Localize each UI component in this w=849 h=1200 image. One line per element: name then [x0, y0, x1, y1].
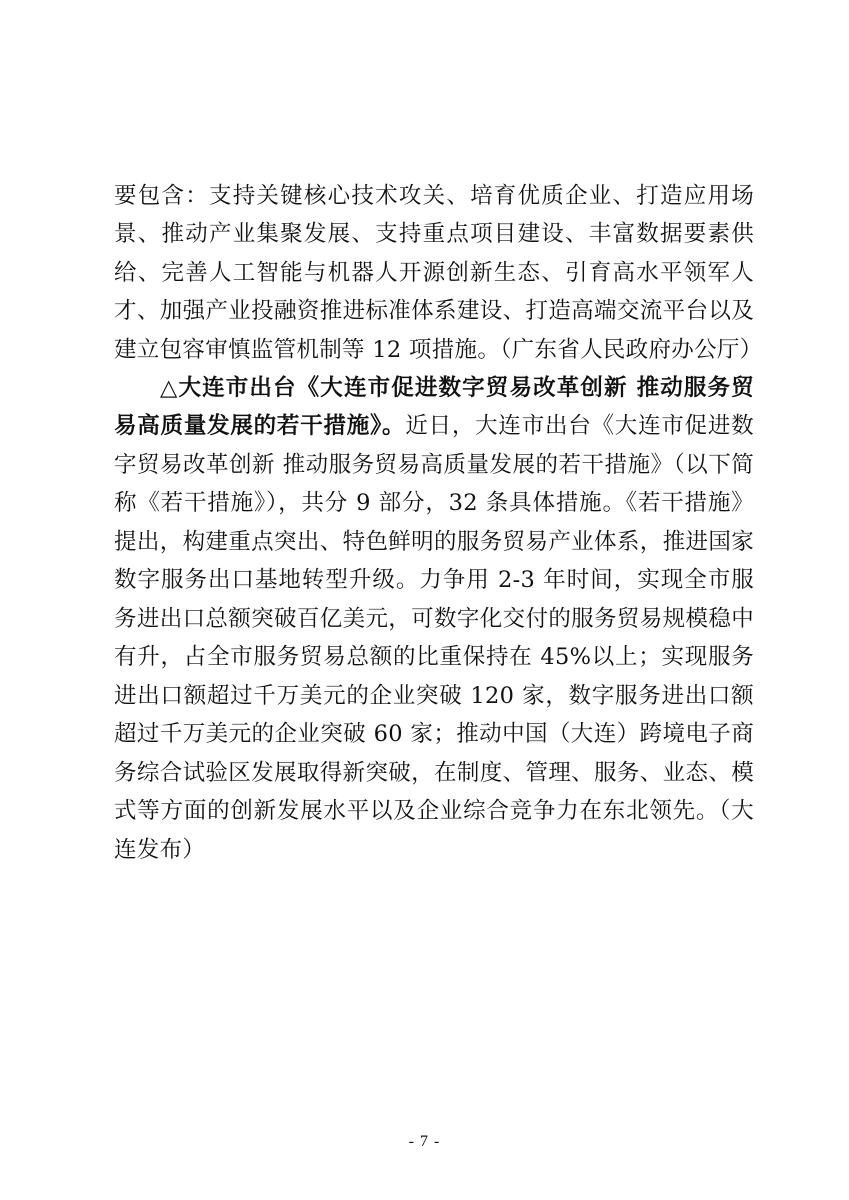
paragraph-dalian-policy	[114, 369, 754, 870]
paragraph-body: 近日，大连市出台《大连市促进数字贸易改革创新 推动服务贸易高质量发展的若干措施》（以下简称《若干措施》），共分 9 部分，32 条具体措施。《若干措施》提出，构建重点突出、特色鲜明的服务贸易产业体系，推进国家数字服务出口基地转型升级。力争用 2-3 年时间，实现全市服务进出口总额突破百亿美元，可数字化交付的服务贸易规模稳中有升，占全市服务贸易总额的比重保持在 45%以上；实现服务进出口额超过千万美元的企业突破 120 家，数字服务进出口额超过千万美元的企业突破 60 家；推动中国（大连）跨境电子商务综合试验区发展取得新突破，在制度、管理、服务、业态、模式等方面的创新发展水平以及企业综合竞争力在东北领先。（大连发布）	[114, 413, 754, 863]
paragraph-headline: △大连市出台《大连市促进数字贸易改革创新 推动服务贸易高质量发展的若干措施》。	[114, 374, 754, 439]
page-number: - 7 -	[408, 1133, 441, 1150]
paragraph-measures-summary: 要包含：支持关键核心技术攻关、培育优质企业、打造应用场景、推动产业集聚发展、支持重点项目建设、丰富数据要素供给、完善人工智能与机器人开源创新生态、引育高水平领军人才、加强产业投融资推进标准体系建设、打造高端交流平台以及建立包容审慎监管机制等 12 项措施。（广东省人民政府办公厅）	[114, 182, 763, 363]
